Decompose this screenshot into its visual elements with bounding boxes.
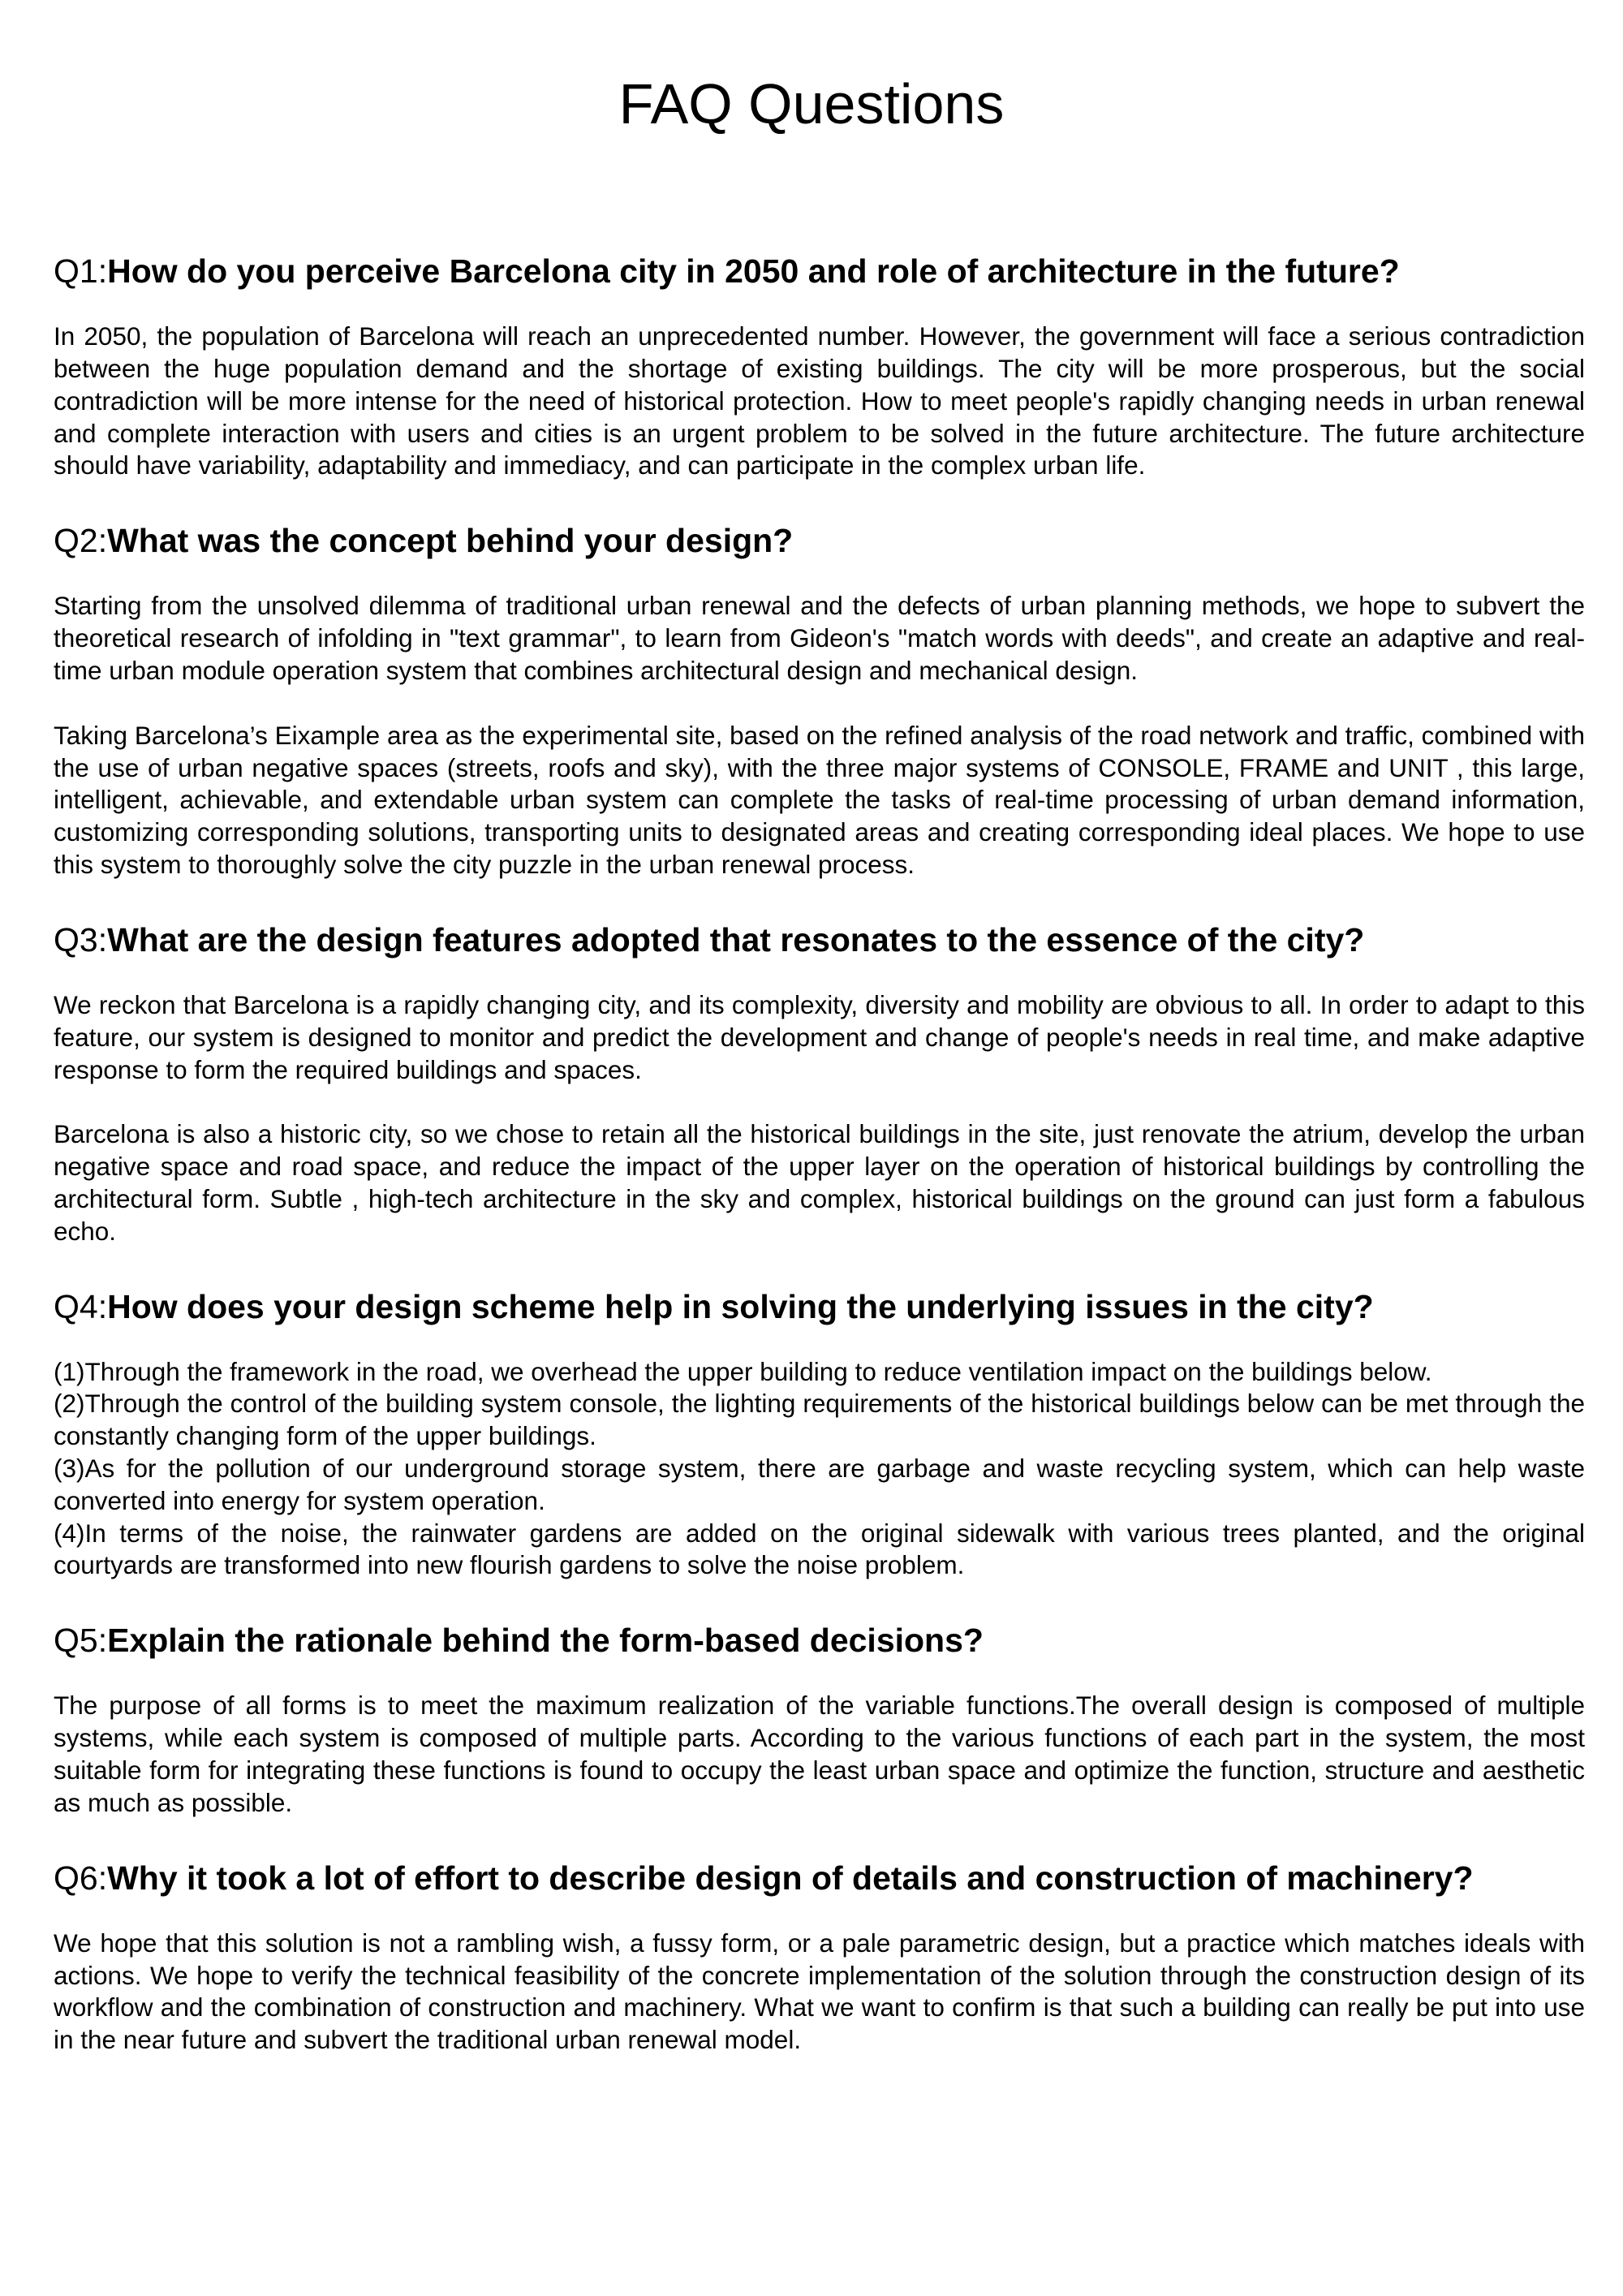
answer-paragraph: In 2050, the population of Barcelona will reach an unprecedented number. However, the government will face a serious contradiction between the huge population demand and the shortage of existing buildings. The city will be more prosperous, but the social contradiction will be more intense for the need of historical protection. How to meet people's rapidly changing needs in urban renewal and complete interaction with users and cities is an urgent problem to be solved in the future architecture. The future architecture should have variability, adaptability and immediacy, and can participate in the complex urban life.	[54, 321, 1585, 480]
answer-body	[54, 1928, 1585, 2057]
faq-item-q2	[54, 521, 1585, 881]
faq-item-q5	[54, 1621, 1585, 1819]
faq-item-q3	[54, 920, 1585, 1248]
faq-item-q1	[54, 252, 1585, 482]
question-label: Q6:	[54, 1859, 108, 1897]
question-text: Why it took a lot of effort to describe design of details and construction of machinery?	[107, 1859, 1474, 1897]
question-heading	[54, 920, 1585, 960]
answer-body	[54, 989, 1585, 1248]
question-label: Q5:	[54, 1622, 108, 1660]
question-text: What are the design features adopted that resonates to the essence of the city?	[107, 920, 1365, 958]
answer-body	[54, 590, 1585, 881]
answer-paragraph: Taking Barcelona’s Eixample area as the experimental site, based on the refined analysis of the road network and traffic, combined with the use of urban negative spaces (streets, roofs and sky), with the three major systems of CONSOLE, FRAME and UNIT , this large, intelligent, achievable, and extendable urban system can complete the tasks of real-time processing of urban demand information, customizing corresponding solutions, transporting units to designated areas and creating corresponding ideal places. We hope to use this system to thoroughly solve the city puzzle in the urban renewal process.	[54, 720, 1585, 879]
question-text: Explain the rationale behind the form-based decisions?	[107, 1622, 984, 1660]
answer-list-item: (3)As for the pollution of our underground storage system, there are garbage and waste recycling system, which can help waste converted into energy for system operation.	[54, 1454, 1585, 1515]
question-text: What was the concept behind your design?	[107, 522, 794, 560]
answer-list-item: (2)Through the control of the building system console, the lighting requirements of the historical buildings below can be met through the constantly changing form of the upper buildings.	[54, 1389, 1585, 1451]
question-heading	[54, 252, 1585, 291]
answer-paragraph: We reckon that Barcelona is a rapidly changing city, and its complexity, diversity and mobility are obvious to all. In order to adapt to this feature, our system is designed to monitor and predict the development and change of people's needs in real time, and make adaptive response to form the required buildings and spaces.	[54, 989, 1585, 1084]
faq-item-q4	[54, 1287, 1585, 1583]
faq-list	[54, 252, 1585, 2096]
faq-item-q6	[54, 1859, 1585, 2057]
answer-paragraph: Barcelona is also a historic city, so we chose to retain all the historical buildings in the site, just renovate the atrium, develop the urban negative space and road space, and reduce the impact of the upper layer on the operation of historical buildings by controlling the architectural form. Subtle , high-tech architecture in the sky and complex, historical buildings on the ground can just form a fabulous echo.	[54, 1119, 1585, 1246]
question-label: Q3:	[54, 920, 108, 958]
page-title: FAQ Questions	[618, 72, 1005, 136]
question-heading	[54, 1621, 1585, 1661]
question-label: Q4:	[54, 1287, 108, 1325]
question-heading	[54, 1859, 1585, 1898]
answer-paragraph: The purpose of all forms is to meet the maximum realization of the variable functions.The overall design is composed of multiple systems, while each system is composed of multiple parts. According to the various functions of each part in the system, the most suitable form for integrating these functions is found to occupy the least urban space and optimize the function, structure and aesthetic as much as possible.	[54, 1691, 1585, 1817]
question-text: How do you perceive Barcelona city in 2050 and role of architecture in the future?	[107, 252, 1400, 290]
question-heading	[54, 1287, 1585, 1327]
question-label: Q1:	[54, 252, 108, 290]
answer-list-item: (1)Through the framework in the road, we overhead the upper building to reduce ventilation impact on the buildings below.	[54, 1356, 1432, 1386]
answer-body	[54, 1690, 1585, 1819]
question-heading	[54, 521, 1585, 561]
answer-paragraph: Starting from the unsolved dilemma of traditional urban renewal and the defects of urban planning methods, we hope to subvert the theoretical research of infolding in "text grammar", to learn from Gideon's "match words with deeds", and create an adaptive and real-time urban module operation system that combines architectural design and mechanical design.	[54, 591, 1585, 685]
answer-paragraph: We hope that this solution is not a rambling wish, a fussy form, or a pale parametric design, but a practice which matches ideals with actions. We hope to verify the technical feasibility of the concrete implementation of the solution through the construction design of its workflow and the combination of construction and machinery. What we want to confirm is that such a building can really be put into use in the near future and subvert the traditional urban renewal model.	[54, 1928, 1585, 2055]
answer-list	[54, 1356, 1585, 1583]
question-label: Q2:	[54, 522, 108, 560]
answer-body	[54, 321, 1585, 482]
question-text: How does your design scheme help in solving the underlying issues in the city?	[107, 1287, 1374, 1325]
answer-list-item: (4)In terms of the noise, the rainwater gardens are added on the original sidewalk with various trees planted, and the original courtyards are transformed into new flourish gardens to solve the noise problem.	[54, 1518, 1585, 1580]
